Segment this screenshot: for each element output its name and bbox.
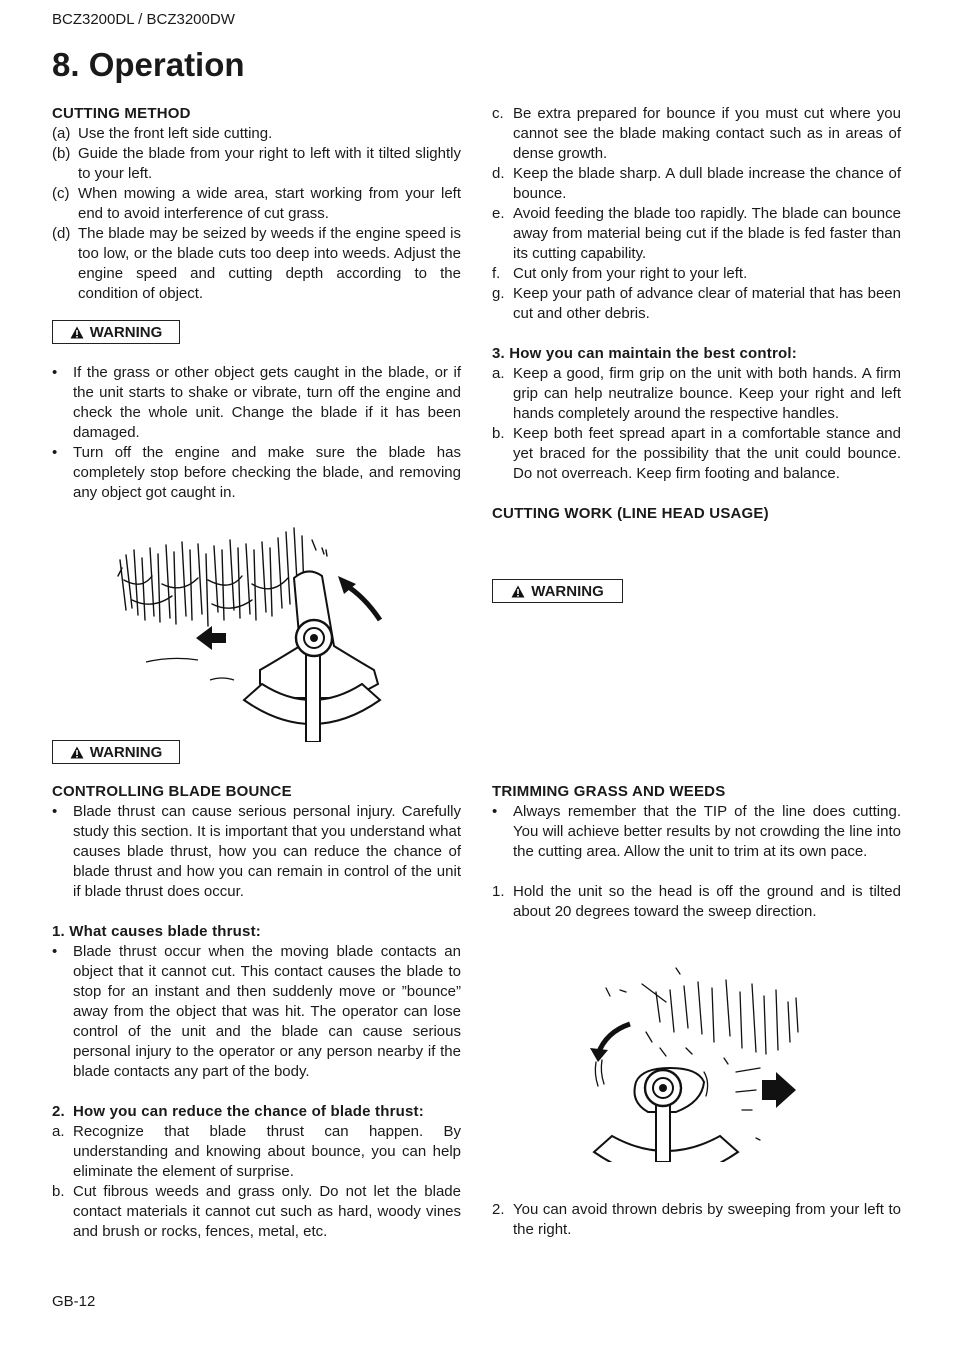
list-item: (b) Guide the blade from your right to left with it tilted slightly to your left. <box>52 145 461 182</box>
arrow-right-icon <box>762 1072 796 1108</box>
list-item: e. Avoid feeding the blade too rapidly. The blade can bounce away from material being cut if the blade is fed faster than its cutting capability. <box>492 205 901 262</box>
list-item: c. Be extra prepared for bounce if you must cut where you cannot see the blade making contact such as in areas of dense growth. <box>492 105 901 162</box>
list-item: 2. You can avoid thrown debris by sweeping from your left to the right. <box>492 1201 901 1238</box>
trimming-section <box>492 782 901 922</box>
list-item: b. Cut fibrous weeds and grass only. Do not let the blade contact materials it cannot cut such as hard, woody vines and brush or rocks, fences, metal, etc. <box>52 1183 461 1240</box>
best-control-heading: 3. How you can maintain the best control: <box>492 345 797 362</box>
warning-label: WARNING <box>492 579 623 603</box>
list-item: (d) The blade may be seized by weeds if the engine speed is too low, or the blade cuts too deep into weeds. Adjust the engine speed and cutting depth according to the condition of object. <box>52 225 461 302</box>
warning-bullets <box>52 363 461 503</box>
list-item: • Blade thrust occur when the moving blade contacts an object that it cannot cut. This contact causes the blade to stop for an instant and then suddenly move or ”bounce” away from the object that was hit. The operator can lose control of the unit and the blade can cause serious personal injury to the operator or any person nearby if the blade contacts any part of the body. <box>52 943 461 1080</box>
list-item: a. Keep a good, firm grip on the unit with both hands. A firm grip can help neutralize bounce. Keep your right and left hands completely around the respective handles. <box>492 365 901 422</box>
list-item: g. Keep your path of advance clear of material that has been cut and other debris. <box>492 285 901 322</box>
line-head-illustration <box>586 962 806 1162</box>
list-item: (a) Use the front left side cutting. <box>52 125 273 142</box>
cutting-method-heading: CUTTING METHOD <box>52 105 191 122</box>
page-title: 8. Operation <box>52 46 245 83</box>
list-item: • Always remember that the TIP of the line does cutting. You will achieve better results by not crowding the line into the cutting area. Allow the unit to trim at its own pace. <box>492 803 901 860</box>
blade-bounce-section <box>52 782 461 1242</box>
list-item: • If the grass or other object gets caught in the blade, or if the unit starts to shake or vibrate, turn off the engine and check the whole unit. Change the blade if it has been damaged. <box>52 364 461 441</box>
warning-triangle-icon <box>70 326 84 339</box>
line-head-usage-heading: CUTTING WORK (LINE HEAD USAGE) <box>492 505 769 522</box>
page-number: GB-12 <box>52 1293 96 1310</box>
warning-triangle-icon <box>70 746 84 759</box>
list-item: f. Cut only from your right to your left. <box>492 265 748 282</box>
warning-label: WARNING <box>52 740 180 764</box>
cutting-method-section <box>52 104 461 304</box>
list-item: a. Recognize that blade thrust can happen. By understanding and knowing about bounce, you can help eliminate the element of surprise. <box>52 1123 461 1180</box>
list-item: d. Keep the blade sharp. A dull blade increase the chance of bounce. <box>492 165 901 202</box>
trimming-heading: TRIMMING GRASS AND WEEDS <box>492 783 726 800</box>
arrow-left-icon <box>196 626 226 650</box>
list-item: • Turn off the engine and make sure the blade has completely stop before checking the blade, and removing any object got caught in. <box>52 444 461 501</box>
list-item: (c) When mowing a wide area, start working from your left end to avoid interference of cut grass. <box>52 185 461 222</box>
list-item: 1. Hold the unit so the head is off the ground and is tilted about 20 degrees toward the sweep direction. <box>492 883 901 920</box>
warning-label: WARNING <box>52 320 180 344</box>
list-item: b. Keep both feet spread apart in a comfortable stance and yet braced for the possibility that the unit could bounce. Do not overreach. Keep firm footing and balance. <box>492 425 901 482</box>
controlling-blade-bounce-heading: CONTROLLING BLADE BOUNCE <box>52 783 292 800</box>
reduce-chance-heading: 2. How you can reduce the chance of blade thrust: <box>52 1103 424 1120</box>
warning-triangle-icon <box>511 585 525 598</box>
model-number: BCZ3200DL / BCZ3200DW <box>52 11 235 28</box>
list-item: • Blade thrust can cause serious personal injury. Carefully study this section. It is important that you understand what causes blade thrust, how you can reduce the chance of blade thrust and how you can remain in control of the unit if blade thrust does occur. <box>52 803 461 900</box>
bounce-tips-section <box>492 104 901 524</box>
what-causes-heading: 1. What causes blade thrust: <box>52 923 261 940</box>
blade-cutting-illustration <box>112 520 392 742</box>
trimming-step-2 <box>492 1200 901 1240</box>
